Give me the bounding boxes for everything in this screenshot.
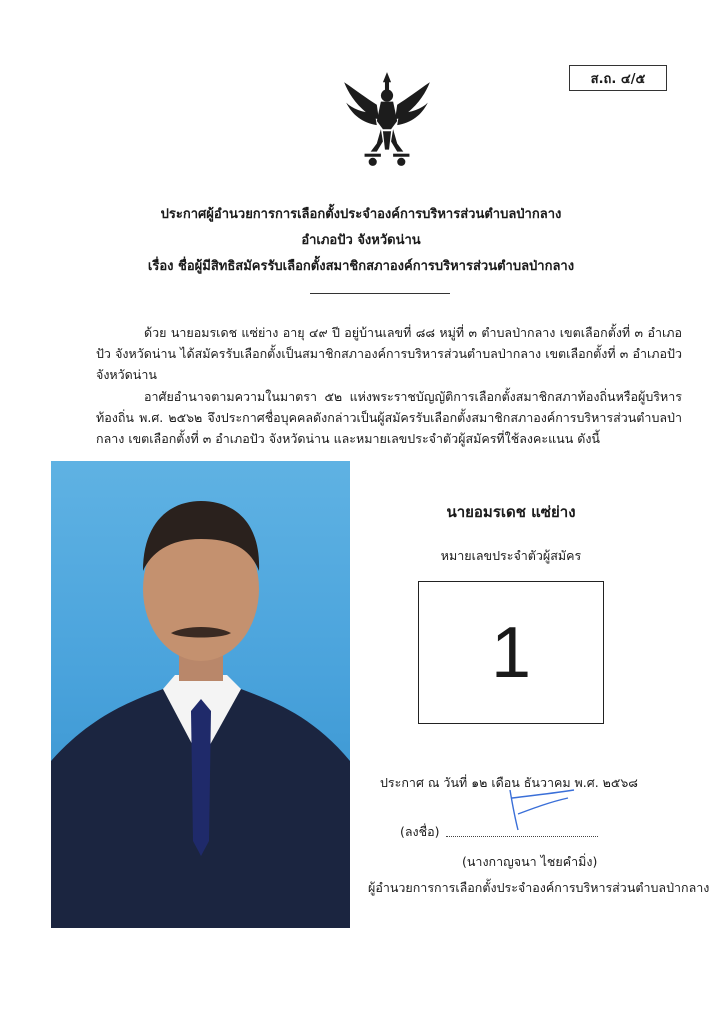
garuda-emblem-icon [336,68,438,170]
candidate-photo [51,461,350,928]
signer-name: (นางกาญจนา ไชยคำมิ่ง) [462,854,598,869]
announcement-location: อำเภอปัว จังหวัดน่าน [301,233,421,248]
candidate-portrait [51,461,350,928]
candidate-number: 1 [490,612,532,693]
signature-line [400,822,598,842]
candidate-name: นายอมรเดช แซ่ย่าง [446,503,576,521]
signature-dots [446,822,598,837]
title-divider [310,293,450,294]
candidate-number-label: หมายเลขประจำตัวผู้สมัคร [440,548,582,563]
candidate-number-box [418,581,604,724]
document-code: ส.ถ. ๔/๕ [590,71,646,87]
announcement-subject: เรื่อง ชื่อผู้มีสิทธิสมัครรับเลือกตั้งสมาชิกสภาองค์การบริหารส่วนตำบลป่ากลาง [147,259,575,274]
announcement-date: ประกาศ ณ วันที่ ๑๒ เดือน ธันวาคม พ.ศ. ๒๕๖๘ [380,775,638,790]
document-code-box [569,65,667,91]
sign-label: (ลงชื่อ) [400,824,440,839]
announcement-title: ประกาศผู้อำนวยการการเลือกตั้งประจำองค์การบริหารส่วนตำบลป่ากลาง [160,207,562,222]
body-paragraph-1: ด้วย นายอมรเดช แซ่ย่าง อายุ ๔๙ ปี อยู่บ้านเลขที่ ๘๘ หมู่ที่ ๓ ตำบลป่ากลาง เขตเลือกตั้งที่ ๓ อำเภอปัว จังหวัดน่าน ได้สมัครรับเลือกตั้งเป็นสมาชิกสภาองค์การบริหารส่วนตำบลป่ากลาง เขตเลือกตั้งที่ ๓ อำเภอปัว จังหวัดน่าน [96,325,682,382]
body-paragraph-2: อาศัยอำนาจตามความในมาตรา ๕๒ แห่งพระราชบัญญัติการเลือกตั้งสมาชิกสภาท้องถิ่นหรือผู้บริหารท้องถิ่น พ.ศ. ๒๕๖๒ จึงประกาศชื่อบุคคลดังกล่าวเป็นผู้สมัครรับเลือกตั้งสมาชิกสภาองค์การบริหารส่วนตำบลป่ากลาง เขตเลือกตั้งที่ ๓ อำเภอปัว จังหวัดน่าน และหมายเลขประจำตัวผู้สมัครที่ใช้ลงคะแนน ดังนี้ [96,389,682,446]
signer-title: ผู้อำนวยการการเลือกตั้งประจำองค์การบริหารส่วนตำบลป่ากลาง [368,880,710,895]
